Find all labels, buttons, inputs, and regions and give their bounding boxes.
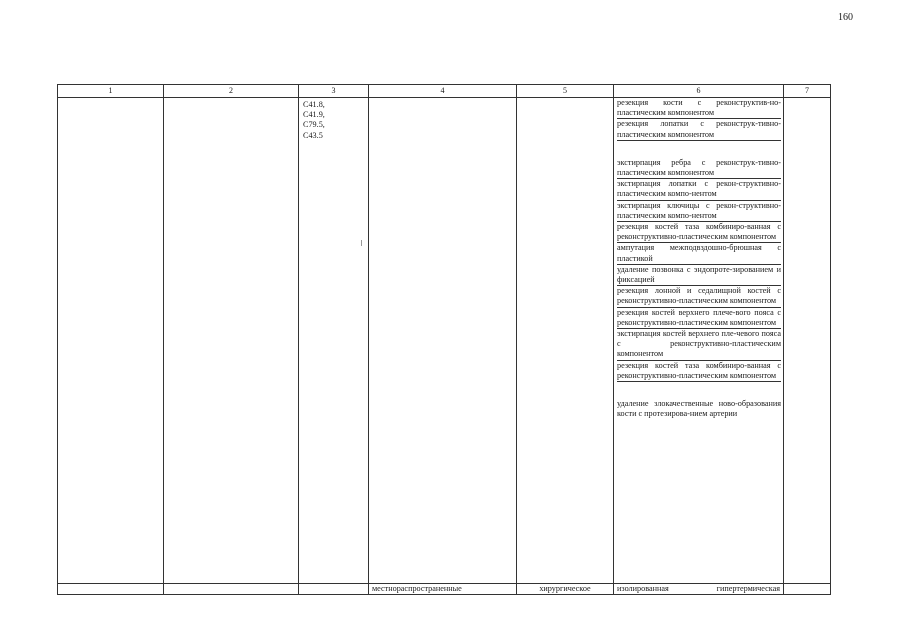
cell-col-1 [58, 98, 164, 584]
cell-col-5 [517, 98, 614, 584]
next-row-diagnosis: местнораспространенные [372, 584, 462, 593]
procedure-item: резекция лопатки с реконструк-тивно-пластическим компонентом [617, 119, 781, 140]
table-row-next [58, 584, 831, 595]
procedure-item: экстирпация ребра с реконструк-тивно-пластическим компонентом [617, 158, 781, 179]
procedure-item: удаление злокачественные ново-образования кости с протезирова-нием артерии [617, 399, 781, 419]
procedure-item: удаление позвонка с эндопроте-зированием и фиксацией [617, 265, 781, 286]
cell-col-4 [369, 98, 517, 584]
cell-next-col-4 [369, 584, 517, 595]
header-col-1: 1 [58, 85, 164, 98]
procedure-item: экстирпация ключицы с рекон-структивно-пластическим компо-нентом [617, 201, 781, 222]
cell-next-col-1 [58, 584, 164, 595]
procedure-item: резекция костей таза комбиниро-ванная с реконструктивно-пластическим компонентом [617, 222, 781, 243]
cell-col-7 [784, 98, 831, 584]
cell-procedures [614, 98, 784, 584]
procedures-table [57, 84, 831, 595]
cell-next-col-2 [164, 584, 299, 595]
procedure-item: экстирпация костей верхнего пле-чевого пояса с реконструктивно-пластическим компонентом [617, 329, 781, 361]
header-row [58, 85, 831, 98]
cell-next-col-6 [614, 584, 784, 595]
procedure-item: резекция кости с реконструктив-но-пластическим компонентом [617, 98, 781, 119]
cell-next-col-7 [784, 584, 831, 595]
cell-next-col-5 [517, 584, 614, 595]
diagnosis-code: C43.5 [303, 130, 323, 140]
page-number: 160 [838, 12, 853, 23]
procedure-item: резекция костей таза комбиниро-ванная с реконструктивно-пластическим компонентом [617, 361, 781, 382]
procedure-item: экстирпация лопатки с рекон-структивно-пластическим компо-нентом [617, 179, 781, 200]
header-col-3: 3 [299, 85, 369, 98]
procedure-item: ампутация межподвздошно-брюшная с пластикой [617, 243, 781, 264]
scan-mark [361, 240, 362, 246]
procedure-item: резекция костей верхнего плече-вого пояса с реконструктивно-пластическим компонентом [617, 308, 781, 329]
procedure-item: резекция лонной и седалищной костей с реконструктивно-пластическим компонентом [617, 286, 781, 307]
diagnosis-code: C79.5, [303, 120, 325, 130]
header-col-6: 6 [614, 85, 784, 98]
next-row-procedure: изолированная гипертермическая [617, 584, 780, 593]
header-col-2: 2 [164, 85, 299, 98]
cell-col-2 [164, 98, 299, 584]
cell-next-col-3 [299, 584, 369, 595]
header-col-7: 7 [784, 85, 831, 98]
diagnosis-code: C41.9, [303, 110, 325, 120]
header-col-4: 4 [369, 85, 517, 98]
next-row-treatment-type: хирургическое [539, 584, 591, 593]
cell-diagnosis-codes [299, 98, 369, 584]
table-row-main [58, 98, 831, 584]
header-col-5: 5 [517, 85, 614, 98]
diagnosis-code: C41.8, [303, 100, 325, 109]
